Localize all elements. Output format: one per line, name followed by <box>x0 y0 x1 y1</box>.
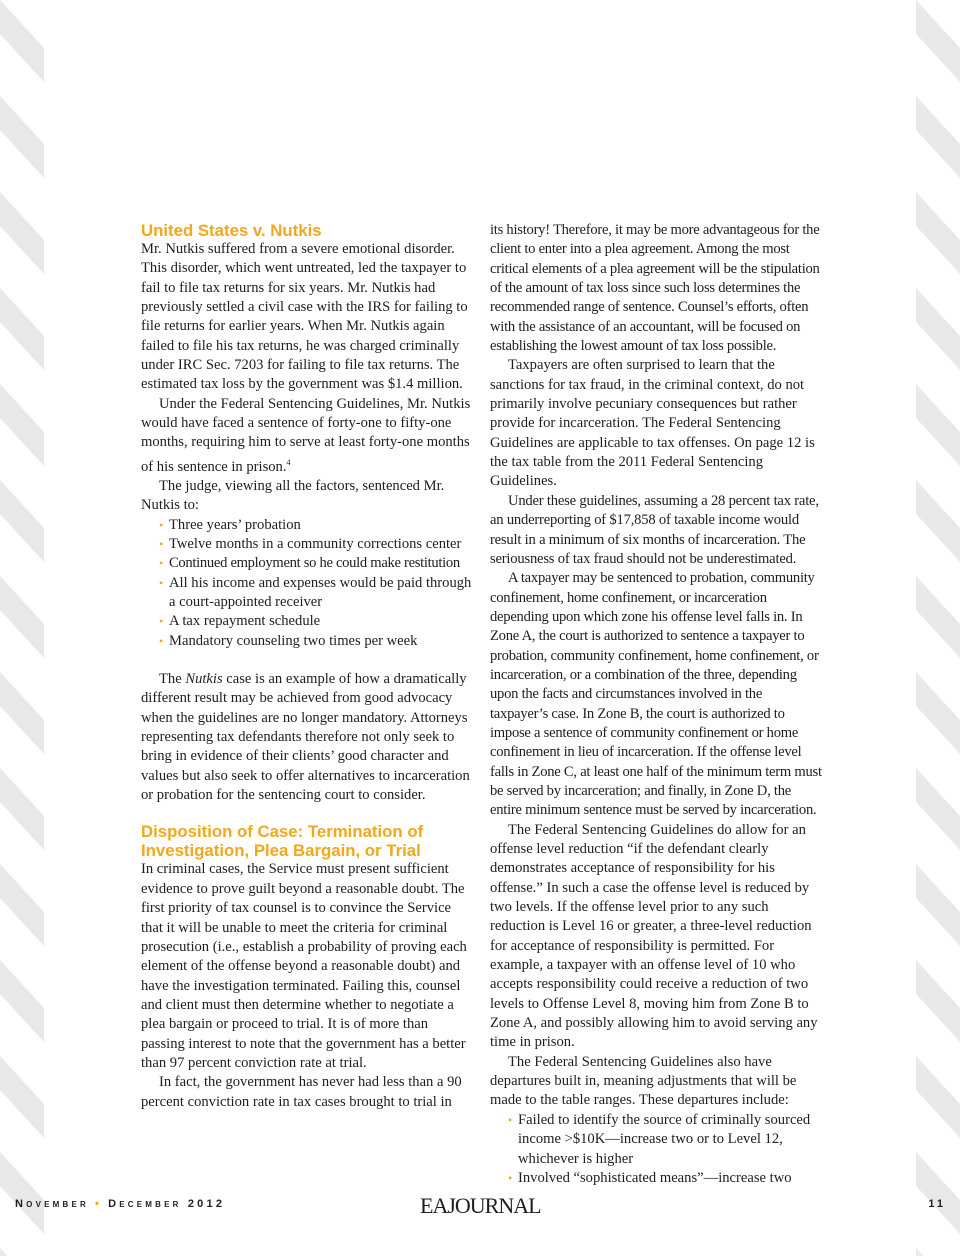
paragraph-text: The <box>159 671 186 688</box>
spacer <box>141 651 475 670</box>
paragraph-nutkis-conclusion <box>141 670 475 805</box>
footnote-marker: 4 <box>286 457 291 467</box>
bullet-icon: • <box>159 575 164 590</box>
bullet-icon: • <box>159 633 164 648</box>
bullet-icon: • <box>159 614 164 629</box>
list-item-text: Twelve months in a community corrections center <box>169 536 462 553</box>
list-item <box>151 574 475 613</box>
list-item-text: All his income and expenses would be paid through a court-appointed receiver <box>169 574 472 611</box>
paragraph: The judge, viewing all the factors, sentenced Mr. Nutkis to: <box>141 477 445 514</box>
list-item <box>151 516 475 535</box>
left-column <box>141 221 475 1112</box>
bullet-icon: • <box>159 517 164 532</box>
list-item <box>151 535 475 554</box>
paragraph: The Federal Sentencing Guidelines do allow for an offense level reduction “if the defendant clearly demonstrates acceptance of responsibility for his offense.” In such a case the offense level is reduced by two levels. If the offense level prior to any such reduction is Level 16 or greater, a three-level reduction for acceptance of responsibility is permitted. For example, a taxpayer with an offense level of 10 who accepts responsibility could receive a reduction of two levels to Offense Level 8, moving him from Zone B to Zone A, and possibly allowing him to avoid serving any time in prison. <box>490 821 818 1051</box>
issue-separator: • <box>95 1198 103 1210</box>
list-item <box>500 1169 822 1188</box>
list-item-text: Three years’ probation <box>169 516 301 533</box>
page-number: 11 <box>928 1198 946 1210</box>
section-heading-nutkis: United States v. Nutkis <box>141 221 322 240</box>
left-stripe-border <box>0 0 44 1256</box>
bullet-icon: • <box>159 537 164 552</box>
list-item <box>151 554 475 573</box>
paragraph: Mr. Nutkis suffered from a severe emotional disorder. This disorder, which went untreated, led the taxpayer to fail to file tax returns for six years. Mr. Nutkis had previously settled a civil case with the IRS for failing to file returns for earlier years. When Mr. Nutkis again failed to file his tax returns, he was charged criminally under IRC Sec. 7203 for failing to file tax returns. The estimated tax loss by the government was $1.4 million. <box>141 241 468 393</box>
list-item-text: Continued employment so he could make restitution <box>169 555 460 572</box>
issue-date <box>15 1198 225 1210</box>
issue-month-start: November <box>15 1198 89 1210</box>
masthead-logo: EAJOURNAL <box>420 1193 541 1218</box>
list-item-text: A tax repayment schedule <box>169 613 321 630</box>
paragraph: In fact, the government has never had less than a 90 percent conviction rate in tax cases brought to trial in <box>141 1074 462 1110</box>
bullet-icon: • <box>508 1112 513 1127</box>
paragraph: Under these guidelines, assuming a 28 percent tax rate, an underreporting of $17,858 of taxable income would result in a minimum of six months of incarceration. The seriousness of tax fraud should not be underestimated. <box>490 492 819 567</box>
list-item-text: Mandatory counseling two times per week <box>169 632 418 649</box>
list-item-text: Involved “sophisticated means”—increase two <box>518 1169 792 1186</box>
paragraph-with-footnote <box>141 395 475 477</box>
case-name: Nutkis <box>185 671 223 688</box>
right-stripe-border <box>916 0 960 1256</box>
list-item <box>151 612 475 631</box>
bullet-icon: • <box>508 1170 513 1185</box>
paragraph: its history! Therefore, it may be more advantageous for the client to enter into a plea agreement. Among the most critical elements of a plea agreement will be the stipulation of the amount of tax loss since such loss determines the recommended range of sentence. Counsel’s efforts, often with the assistance of an accountant, will be focused on establishing the lowest amount of tax loss possible. <box>490 222 820 355</box>
bullet-icon: • <box>159 556 163 571</box>
list-item <box>151 632 475 651</box>
right-column <box>490 221 822 1188</box>
list-item <box>500 1111 822 1169</box>
list-item-text: Failed to identify the source of criminally sourced income >$10K—increase two or to Level 12, whichever is higher <box>518 1111 811 1167</box>
section-heading-disposition: Disposition of Case: Termination of Investigation, Plea Bargain, or Trial <box>141 822 424 861</box>
paragraph: Taxpayers are often surprised to learn that the sanctions for tax fraud, in the criminal context, do not primarily involve pecuniary consequences but rather provide for incarceration. The Federal Sentencing Guidelines are applicable to tax offenses. On page 12 is the tax table from the 2011 Federal Sentencing Guidelines. <box>490 357 815 490</box>
departures-bullet-list <box>490 1111 822 1188</box>
paragraph: The Federal Sentencing Guidelines also have departures built in, meaning adjustments that will be made to the table ranges. These departures include: <box>490 1053 797 1109</box>
issue-month-end: December 2012 <box>108 1198 226 1210</box>
paragraph: In criminal cases, the Service must present sufficient evidence to prove guilt beyond a reasonable doubt. The first priority of tax counsel is to convince the Service that it will be unable to meet the criteria for criminal prosecution (i.e., establish a probability of proving each element of the offense beyond a reasonable doubt) and have the investigation terminated. Failing this, counsel and client must then determine whether to negotiate a plea bargain or proceed to trial. It is of more than passing interest to note that the government has a better than 97 percent conviction rate at trial. <box>141 861 467 1071</box>
paragraph-text: case is an example of how a dramatically different result may be achieved from good advocacy when the guidelines are no longer mandatory. Attorneys representing tax defendants therefore not only seek to bring in evidence of their clients’ good character and values but also seek to offer alternatives to incarceration or probation for the sentencing court to consider. <box>141 671 470 804</box>
paragraph: A taxpayer may be sentenced to probation, community confinement, home confinement, or incarceration depending upon which zone his offense level falls in. In Zone A, the court is authorized to sentence a taxpayer to probation, community confinement, home confinement, or incarceration, or a combination of the three, depending upon the facts and circumstances involved in the taxpayer’s case. In Zone B, the court is authorized to impose a sentence of community confinement or home confinement in lieu of incarceration. If the offense level falls in Zone C, at least one half of the minimum term must be served by incarceration; and finally, in Zone D, the entire minimum sentence must be served by incarceration. <box>490 570 822 819</box>
paragraph-text: Under the Federal Sentencing Guidelines, Mr. Nutkis would have faced a sentence of forty-one to fifty-one months, requiring him to serve at least forty-one months of his sentence in prison. <box>141 395 471 475</box>
sentence-bullet-list <box>141 516 475 651</box>
